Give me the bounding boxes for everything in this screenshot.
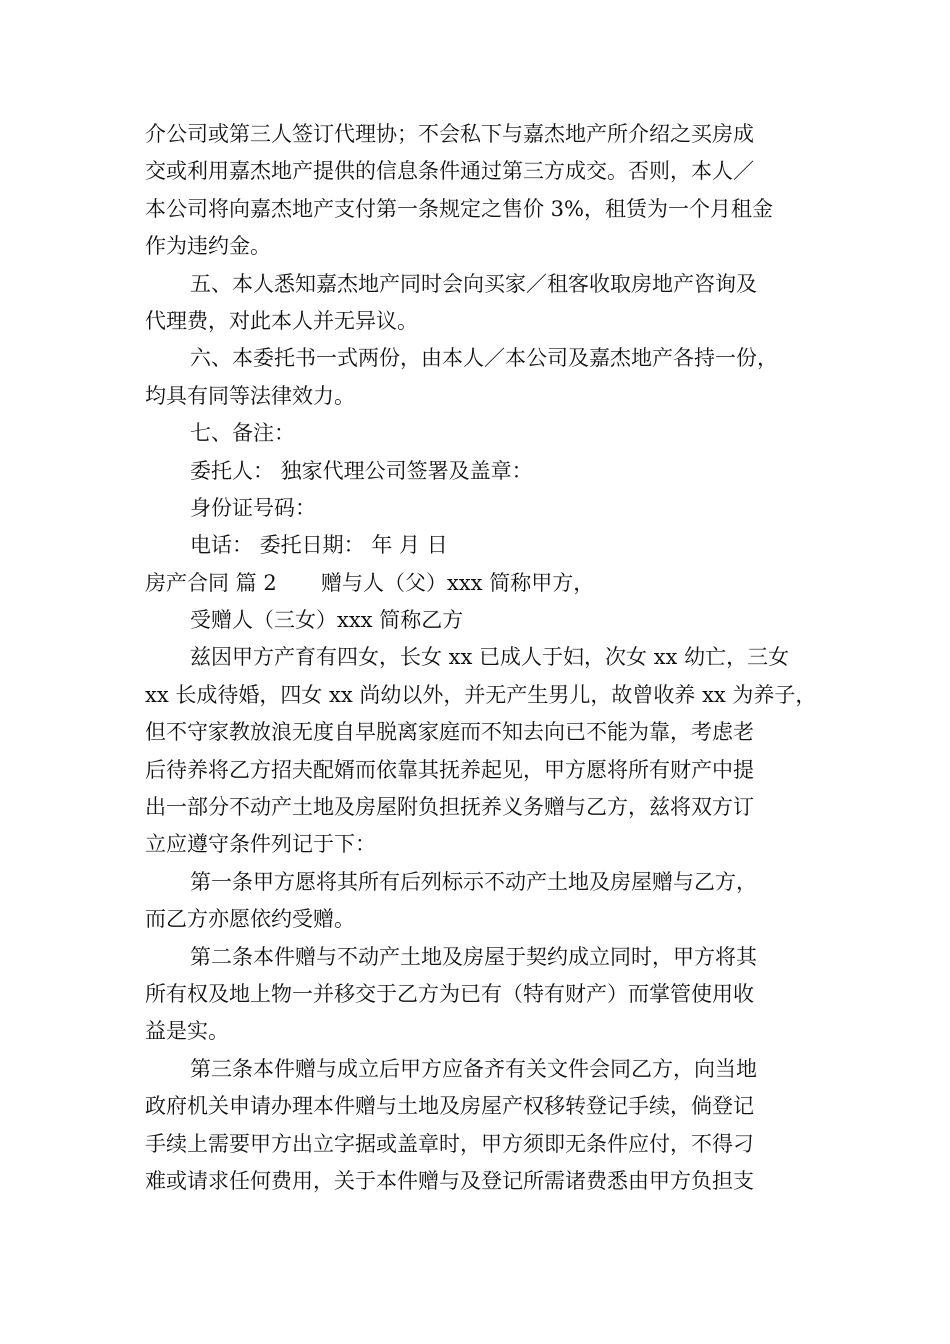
text-line: 手续上需要甲方出立字据或盖章时，甲方须即无条件应付，不得刁 — [145, 1131, 754, 1156]
text-line: 交或利用嘉杰地产提供的信息条件通过第三方成交。否则，本人／ — [145, 159, 754, 184]
text-line: 益是实。 — [145, 1019, 229, 1044]
phone-date-field-line: 电话： 委托日期： 年 月 日 — [190, 533, 448, 558]
text-line: 介公司或第三人签订代理协；不会私下与嘉杰地产所介绍之买房成 — [145, 122, 754, 146]
contract-section-title: 房产合同 篇 2 — [145, 570, 277, 595]
text-line: 本公司将向嘉杰地产支付第一条规定之售价 3%，租赁为一个月租金 — [145, 196, 773, 221]
text-line: 难或请求任何费用，关于本件赠与及登记所需诸费悉由甲方负担支 — [145, 1168, 754, 1193]
text-line: 作为违约金。 — [145, 234, 271, 259]
text-line: 立应遵守条件列记于下： — [145, 832, 376, 857]
signature-field-line: 委托人： 独家代理公司签署及盖章： — [190, 458, 533, 483]
document-body — [145, 116, 825, 1200]
contract-heading-line — [145, 565, 825, 602]
text-line: 均具有同等法律效力。 — [145, 383, 355, 408]
recipient-line: 受赠人（三女）xxx 简称乙方 — [190, 608, 464, 633]
article-2-line: 第二条本件赠与不动产土地及房屋于契约成立同时，甲方将其 — [190, 944, 757, 969]
text-line: 出一部分不动产土地及房屋附负担抚养义务赠与乙方，兹将双方订 — [145, 795, 754, 820]
donor-line: 赠与人（父）xxx 简称甲方， — [321, 570, 595, 595]
text-line: 六、本委托书一式两份，由本人／本公司及嘉杰地产各持一份， — [190, 346, 778, 371]
id-number-field-line: 身份证号码： — [190, 495, 316, 520]
text-line: 五、本人悉知嘉杰地产同时会向买家／租客收取房地产咨询及 — [190, 271, 757, 296]
text-line: 但不守家教放浪无度自早脱离家庭而不知去向已不能为靠，考虑老 — [145, 720, 754, 745]
text-line: xx 长成待婚，四女 xx 尚幼以外，并无产生男儿，故曾收养 xx 为养子， — [145, 682, 817, 707]
text-line: 而乙方亦愿依约受赠。 — [145, 907, 355, 932]
text-line: 代理费，对此本人并无异议。 — [145, 308, 418, 333]
article-1-line: 第一条甲方愿将其所有后列标示不动产土地及房屋赠与乙方， — [190, 869, 757, 894]
text-line: 后待养将乙方招夫配婿而依靠其抚养起见，甲方愿将所有财产中提 — [145, 757, 754, 782]
text-line: 所有权及地上物一并移交于乙方为已有（特有财产）而掌管使用收 — [145, 981, 754, 1006]
text-line: 七、备注： — [190, 421, 295, 446]
text-line: 兹因甲方产育有四女，长女 xx 已成人于妇，次女 xx 幼亡，三女 — [190, 645, 790, 670]
article-3-line: 第三条本件赠与成立后甲方应备齐有关文件会同乙方，向当地 — [190, 1056, 757, 1081]
text-line: 政府机关申请办理本件赠与土地及房屋产权移转登记手续，倘登记 — [145, 1094, 754, 1119]
